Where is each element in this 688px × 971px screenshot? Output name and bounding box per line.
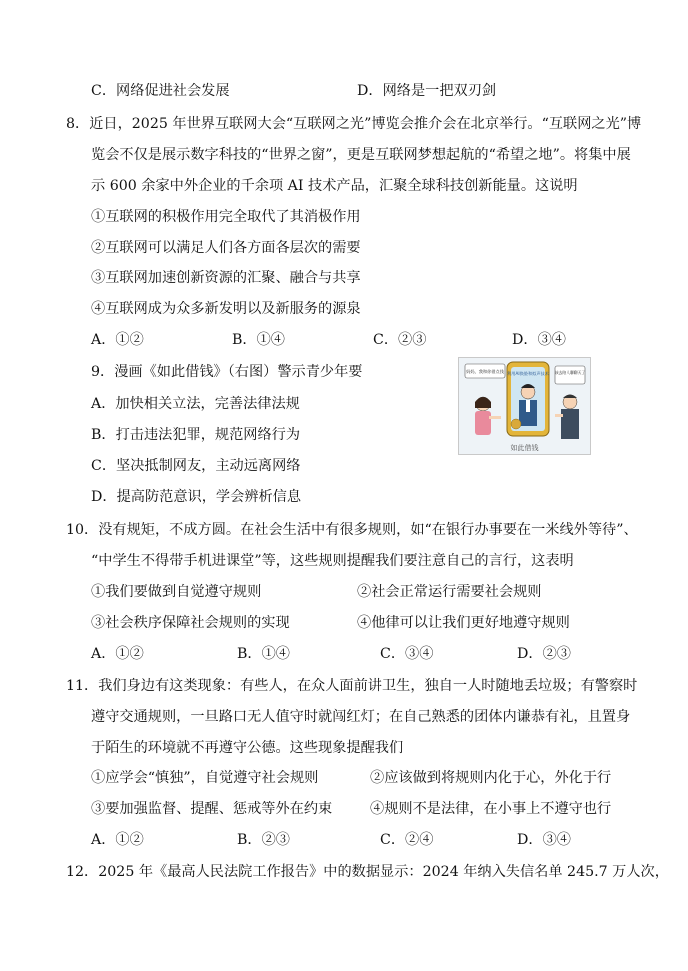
q11-statement-4: ④规则不是法律，在小事上不遵守也行: [370, 801, 612, 817]
q9-option-b: B．打击违法犯罪，规范网络行为: [91, 427, 301, 443]
q11-stem-line1: 11．我们身边有这类现象：有些人，在众人面前讲卫生，独自一人时随地丢垃圾；有警察时: [66, 678, 638, 694]
q7-option-c: C．网络促进社会发展: [91, 83, 230, 99]
cartoon-bubble-left: 妈妈，我和你借点钱: [466, 369, 504, 374]
q8-option-b: B．①④: [232, 332, 285, 348]
q7-option-d: D．网络是一把双刃剑: [357, 83, 497, 99]
q10-statement-1: ①我们要做到自觉遵守规则: [91, 584, 262, 600]
q8-stem-line3: 示 600 余家中外企业的千余项 AI 技术产品，汇聚全球科技创新能量。这说明: [91, 178, 578, 194]
q10-statement-2: ②社会正常运行需要社会规则: [357, 584, 542, 600]
q10-statement-4: ④他律可以让我们更好地遵守规则: [357, 615, 570, 631]
q9-cartoon-image: [458, 357, 591, 455]
q12-stem-line1: 12．2025 年《最高人民法院工作报告》中的数据显示：2024 年纳入失信名单 245.7 万人次，: [66, 864, 669, 880]
q9-option-a: A．加快相关立法，完善法律法规: [91, 396, 300, 412]
cartoon-caption: 如此借钱: [510, 444, 539, 452]
q8-statement-4: ④互联网成为众多新发明以及新服务的源泉: [91, 301, 361, 317]
q11-statement-2: ②应该做到将规则内化于心，外化于行: [370, 770, 612, 786]
q8-statement-2: ②互联网可以满足人们各方面各层次的需要: [91, 240, 361, 256]
q9-stem: 9．漫画《如此借钱》（右图）警示青少年要: [91, 364, 363, 380]
q11-stem-line3: 于陌生的环境就不再遵守公德。这些现象提醒我们: [91, 740, 404, 756]
q10-stem-line1: 10．没有规矩，不成方圆。在社会生活中有很多规则，如“在银行办事要在一米线外等待”、: [66, 522, 638, 538]
cartoon-phone-text: 利用AI换脸和拟声技术: [507, 371, 549, 376]
q10-option-a: A．①②: [91, 646, 144, 662]
cartoon-bubble-right: 该去陪人聊聊天了: [554, 370, 586, 375]
q8-option-a: A．①②: [91, 332, 144, 348]
q8-stem-line2: 览会不仅是展示数字科技的“世界之窗”，更是互联网梦想起航的“希望之地”。将集中展: [91, 147, 631, 163]
q11-option-a: A．①②: [91, 832, 144, 848]
q10-option-c: C．③④: [380, 646, 434, 662]
q11-statement-1: ①应学会“慎独”，自觉遵守社会规则: [91, 770, 319, 786]
q9-option-c: C．坚决抵制网友，主动远离网络: [91, 458, 301, 474]
q8-option-d: D．③④: [512, 332, 566, 348]
cartoon-drawing: [459, 358, 590, 454]
q11-option-d: D．③④: [517, 832, 571, 848]
q8-statement-1: ①互联网的积极作用完全取代了其消极作用: [91, 209, 361, 225]
q8-option-c: C．②③: [373, 332, 427, 348]
q11-statement-3: ③要加强监督、提醒、惩戒等外在约束: [91, 801, 333, 817]
q11-option-b: B．②③: [237, 832, 290, 848]
q8-stem-line1: 8．近日，2025 年世界互联网大会“互联网之光”博览会推介会在北京举行。“互联网之光”博: [66, 116, 642, 132]
q10-stem-line2: “中学生不得带手机进课堂”等，这些规则提醒我们要注意自己的言行，这表明: [91, 553, 574, 569]
q9-option-d: D．提高防范意识，学会辨析信息: [91, 489, 302, 505]
q10-statement-3: ③社会秩序保障社会规则的实现: [91, 615, 290, 631]
q11-stem-line2: 遵守交通规则，一旦路口无人值守时就闯红灯；在自己熟悉的团体内谦恭有礼，且置身: [91, 709, 631, 725]
q8-statement-3: ③互联网加速创新资源的汇聚、融合与共享: [91, 270, 361, 286]
q10-option-b: B．①④: [237, 646, 290, 662]
q11-option-c: C．②④: [380, 832, 434, 848]
q10-option-d: D．②③: [517, 646, 571, 662]
